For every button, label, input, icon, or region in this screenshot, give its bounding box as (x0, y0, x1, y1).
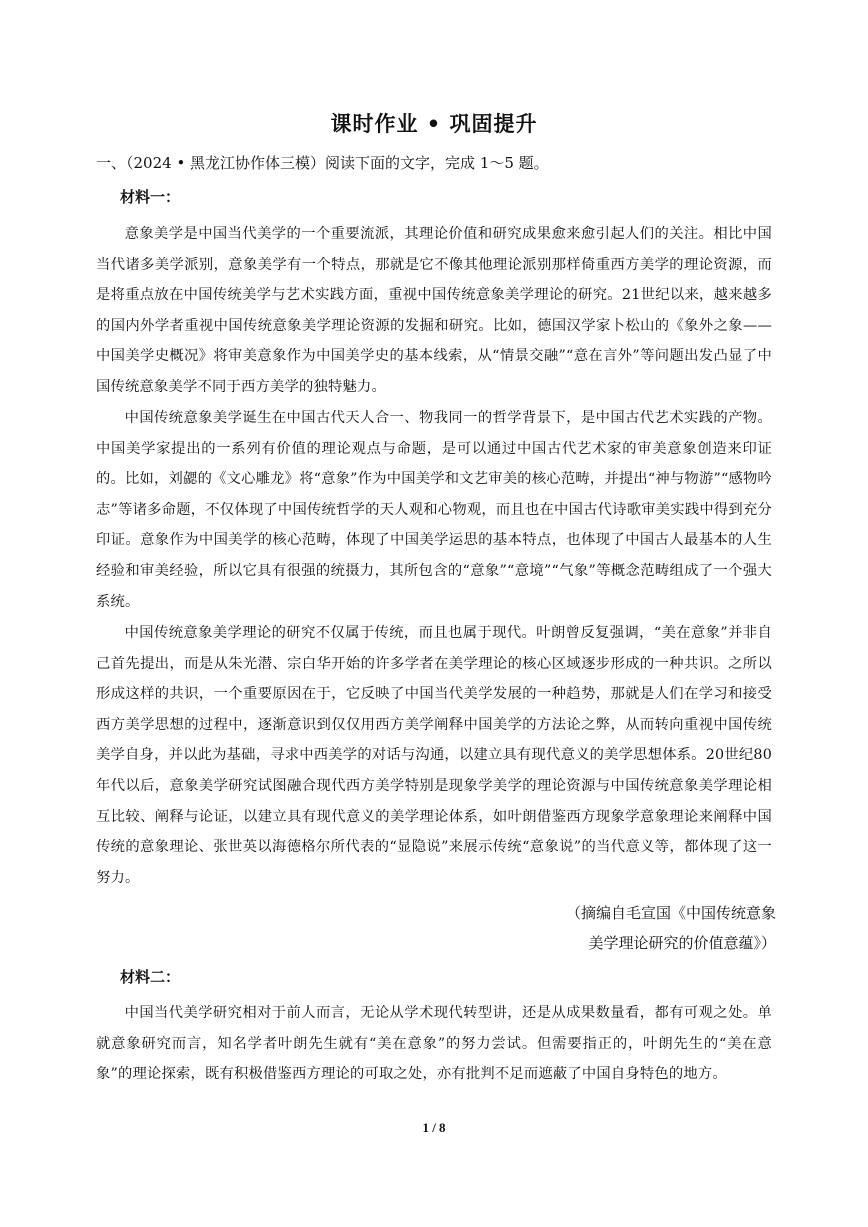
material-one-paragraph-3: 中国传统意象美学理论的研究不仅属于传统，而且也属于现代。叶朗曾反复强调，“美在意象”并非自己首先提出，而是从朱光潜、宗白华开始的许多学者在美学理论的核心区域逐步形成的一种共识。之所以形成这样的共识，一个重要原因在于，它反映了中国当代美学发展的一种趋势，那就是人们在学习和接受西方美学思想的过程中，逐渐意识到仅仅用西方美学阐释中国美学的方法论之弊，从而转向重视中国传统美学自身，并以此为基础，寻求中西美学的对话与沟通，以建立具有现代意义的美学思想体系。20世纪80年代以后，意象美学研究试图融合现代西方美学特别是现象学美学的理论资源与中国传统意象美学理论相互比较、阐释与论证，以建立具有现代意义的美学理论体系，如叶朗借鉴西方现象学意象理论来阐释中国传统的意象理论、张世英以海德格尔所代表的“显隐说”来展示传统“意象说”的当代意义等，都体现了这一努力。 (96, 625, 772, 886)
material-two-heading: 材料二： (120, 968, 181, 986)
material-one-source-line-1: （摘编自毛宣国《中国传统意象 (565, 904, 776, 922)
material-one-heading: 材料一： (120, 188, 181, 206)
question-prompt: 一、（2024 • 黑龙江协作体三模）阅读下面的文字，完成 1～5 题。 (96, 154, 549, 172)
page-number: 1 / 8 (422, 1120, 446, 1135)
material-one-paragraph-1: 意象美学是中国当代美学的一个重要流派，其理论价值和研究成果愈来愈引起人们的关注。相比中国当代诸多美学派别，意象美学有一个特点，那就是它不像其他理论派别那样倚重西方美学的理论资源，而是将重点放在中国传统美学与艺术实践方面，重视中国传统意象美学理论的研究。21世纪以来，越来越多的国内外学者重视中国传统意象美学理论资源的发掘和研究。比如，德国汉学家卜松山的《象外之象——中国美学史概况》将审美意象作为中国美学史的基本线索，从“情景交融”“意在言外”等问题出发凸显了中国传统意象美学不同于西方美学的独特魅力。 (96, 226, 772, 395)
page-title: 课时作业 • 巩固提升 (330, 112, 538, 136)
material-two-paragraph-1: 中国当代美学研究相对于前人而言，无论从学术现代转型讲，还是从成果数量看，都有可观之处。单就意象研究而言，知名学者叶朗先生就有“美在意象”的努力尝试。但需要指正的，叶朗先生的“美在意象”的理论探索，既有积极借鉴西方理论的可取之处，亦有批判不足而遮蔽了中国自身特色的地方。 (96, 1005, 772, 1083)
material-one-paragraph-2: 中国传统意象美学诞生在中国古代天人合一、物我同一的哲学背景下，是中国古代艺术实践的产物。中国美学家提出的一系列有价值的理论观点与命题，是可以通过中国古代艺术家的审美意象创造来印证的。比如，刘勰的《文心雕龙》将“意象”作为中国美学和文艺审美的核心范畴，并提出“神与物游”“感物吟志”等诸多命题，不仅体现了中国传统哲学的天人观和心物观，而且也在中国古代诗歌审美实践中得到充分印证。意象作为中国美学的核心范畴，体现了中国美学运思的基本特点，也体现了中国古人最基本的人生经验和审美经验，所以它具有很强的统摄力，其所包含的“意象”“意境”“气象”等概念范畴组成了一个强大系统。 (96, 410, 772, 610)
material-one-source-line-2: 美学理论研究的价值意蕴》） (588, 934, 776, 952)
